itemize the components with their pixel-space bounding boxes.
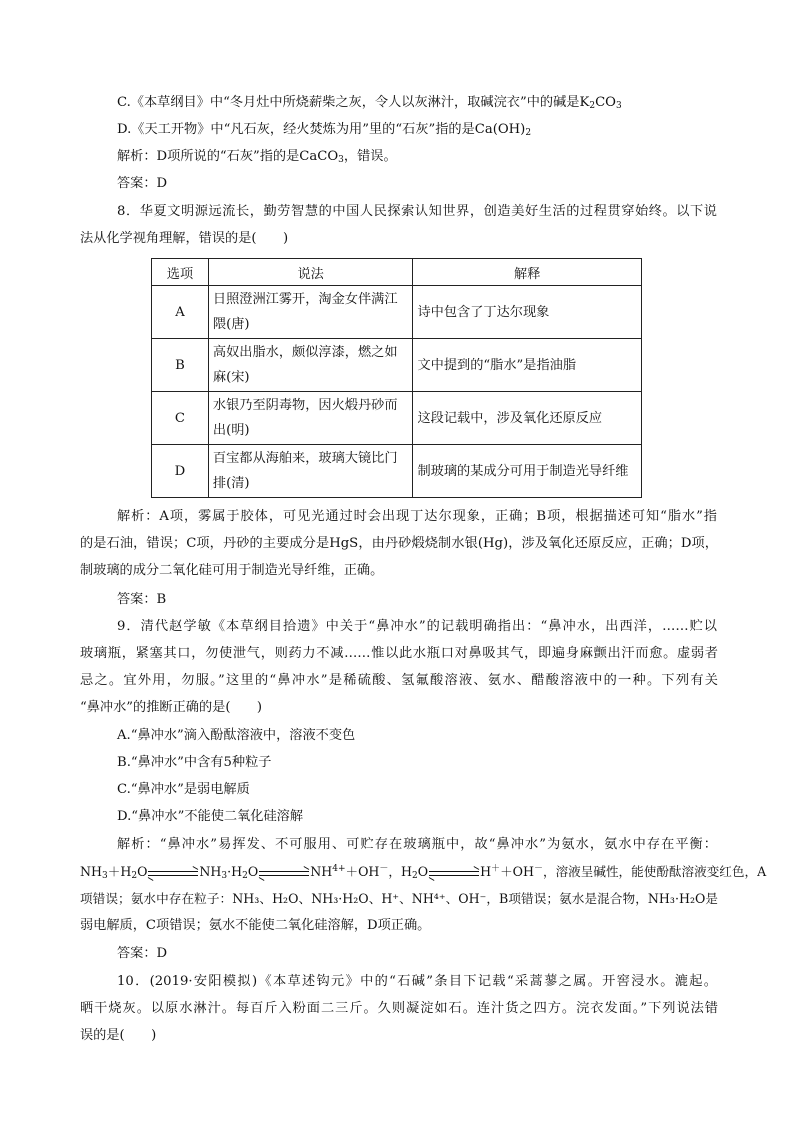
option-c-line (117, 93, 622, 113)
q9-stem-line3 (80, 671, 718, 691)
table-cell-option: B (152, 339, 209, 392)
subscript: 3 (221, 871, 228, 881)
table-header-statement: 说法 (208, 259, 413, 286)
formula-text: ＋OH (345, 864, 380, 879)
formula-text: ＋OH (500, 864, 534, 879)
option-d-line (117, 120, 531, 140)
superscript: － (379, 864, 389, 874)
q9-option-c: C.“鼻冲水”是弱电解质 (117, 782, 250, 797)
q10-stem-text: 晒干烧灰。以原水淋汁。每百斤入粉面二三斤。久则凝淀如石。连汁货之四方。浣衣发面。”下列说法错 (80, 1001, 718, 1016)
table-header-option: 选项 (152, 259, 209, 286)
formula-text: NH (199, 864, 222, 879)
subscript: 2 (412, 871, 418, 881)
formula-text: O (417, 864, 429, 879)
subscript: 3 (615, 101, 622, 111)
subscript: 2 (242, 871, 248, 881)
subscript: 2 (525, 128, 532, 138)
q9-equation-line (80, 862, 766, 882)
table-cell-explanation: 这段记载中，涉及氧化还原反应 (413, 392, 642, 445)
table-header-explanation: 解释 (413, 259, 642, 286)
formula-text: O (137, 864, 148, 879)
q8-analysis-line2 (80, 534, 718, 554)
q8-analysis-text: 解析：A项，雾属于胶体，可见光通过时会出现丁达尔现象，正确；B项，根据描述可知“脂水”指 (117, 509, 717, 524)
formula-text: ·H (227, 864, 243, 879)
superscript: + (337, 864, 346, 874)
table-cell-statement: 百宝都从海舶来，玻璃大镜比门排(清) (208, 445, 413, 498)
table-cell-option: C (152, 392, 209, 445)
table-row (152, 392, 642, 445)
q9-option-a: A.“鼻冲水”滴入酚酞溶液中，溶液不变色 (117, 728, 356, 743)
subscript: 2 (589, 101, 596, 111)
q9-stem-line2 (80, 644, 718, 664)
q9-analysis-text: 解析：“鼻冲水”易挥发、不可服用、可贮存在玻璃瓶中，故“鼻冲水”为氨水，氨水中存在平衡： (117, 837, 717, 852)
table-cell-explanation: 制玻璃的某成分可用于制造光导纤维 (413, 445, 642, 498)
formula-text: NH (310, 864, 333, 879)
reversible-arrow-icon (148, 869, 198, 877)
table-row (152, 445, 642, 498)
table-cell-explanation: 诗中包含了丁达尔现象 (413, 286, 642, 339)
superscript: 4 (332, 864, 338, 874)
analysis-text: ，错误。 (343, 149, 397, 164)
q9-analysis-line3 (80, 889, 718, 909)
option-c-text: C.《本草纲目》中“冬月灶中所烧薪柴之灰，令人以灰淋汁，取碱浣衣”中的碱是K (117, 95, 590, 110)
subscript: 3 (338, 155, 344, 165)
q9-option-d: D.“鼻冲水”不能使二氧化硅溶解 (117, 809, 304, 824)
table-row (152, 286, 642, 339)
superscript: ＋ (491, 864, 501, 874)
formula-text: ＋H (107, 864, 132, 879)
table-cell-statement: 水银乃至阴毒物，因火煅丹砂而出(明) (208, 392, 413, 445)
reversible-arrow-icon (259, 869, 309, 877)
reversible-arrow-icon (429, 869, 479, 877)
q9-analysis-text: 项错误；氨水中存在粒子：NH₃、H₂O、NH₃·H₂O、H⁺、NH⁴⁺、OH⁻，B项错误；氨水是混合物，NH₃·H₂O是 (80, 891, 718, 906)
formula-text: CO (595, 95, 616, 110)
q8-stem-text: 8．华夏文明源远流长，勤劳智慧的中国人民探索认知世界，创造美好生活的过程贯穿始终。以下说 (117, 204, 717, 219)
analysis-text: ，溶液呈碱性，能使酚酞溶液变红色，A (542, 864, 767, 879)
analysis-text: 解析：D项所说的“石灰”指的是CaCO (117, 149, 339, 164)
superscript: － (533, 864, 543, 874)
table-cell-statement: 高奴出脂水，颇似淳漆，燃之如麻(宋) (208, 339, 413, 392)
q9-analysis-line1 (117, 835, 717, 855)
q8-table (151, 258, 642, 498)
q8-analysis-line1 (117, 507, 717, 527)
analysis-line (117, 147, 397, 167)
table-cell-explanation: 文中提到的“脂水”是指油脂 (413, 339, 642, 392)
table-cell-statement: 日照澄洲江雾开，淘金女伴满江隈(唐) (208, 286, 413, 339)
table-row (152, 339, 642, 392)
subscript: 3 (102, 871, 108, 881)
q9-option-b: B.“鼻冲水”中含有5种粒子 (117, 755, 272, 770)
q9-stem-line4: “鼻冲水”的推断正确的是( ) (80, 700, 263, 715)
q8-stem-line2: 法从化学视角理解，错误的是( ) (80, 231, 289, 246)
q9-stem-text: 忌之。宜外用，勿服。”这里的“鼻冲水”是稀硫酸、氢氟酸溶液、氨水、醋酸溶液中的一种。下列有关 (80, 673, 718, 688)
q9-stem-text: 9．清代赵学敏《本草纲目拾遗》中关于“鼻冲水”的记载明确指出：“鼻冲水，出西洋，……贮以 (117, 619, 717, 634)
q9-analysis-line4: 弱电解质，C项错误；氨水不能使二氧化硅溶解，D项正确。 (80, 918, 431, 933)
q8-stem-line1 (117, 202, 717, 222)
option-d-text: D.《天工开物》中“凡石灰，经火焚炼为用”里的“石灰”指的是Ca(OH) (117, 122, 526, 137)
table-header-row (152, 259, 642, 286)
subscript: 2 (131, 871, 138, 881)
formula-text: NH (80, 864, 103, 879)
formula-text: H (480, 864, 492, 879)
q10-stem-line3: 误的是( ) (80, 1028, 157, 1043)
q10-stem-line2 (80, 999, 718, 1019)
q8-analysis-text: 的是石油，错误；C项，丹砂的主要成分是HgS，由丹砂煅烧制水银(Hg)，涉及氧化还原反应，正确；D项， (80, 536, 718, 551)
q10-stem-text: 10．(2019·安阳模拟)《本草述钩元》中的“石碱”条目下记载“采蒿蓼之属。开窖浸水。漉起。 (117, 974, 717, 989)
table-cell-option: D (152, 445, 209, 498)
formula-text: ，H (388, 864, 412, 879)
answer-line: 答案：D (117, 176, 168, 191)
q8-answer: 答案：B (117, 592, 167, 607)
q9-stem-text: 玻璃瓶，紧塞其口，勿使泄气，则药力不减……惟以此水瓶口对鼻吸其气，即遍身麻颤出汗而愈。虚弱者 (80, 646, 718, 661)
q8-analysis-line3: 制玻璃的成分二氧化硅可用于制造光导纤维，正确。 (80, 563, 384, 578)
formula-text: O (247, 864, 259, 879)
q9-answer: 答案：D (117, 946, 168, 961)
q9-stem-line1 (117, 617, 717, 637)
q10-stem-line1 (117, 972, 717, 992)
table-cell-option: A (152, 286, 209, 339)
